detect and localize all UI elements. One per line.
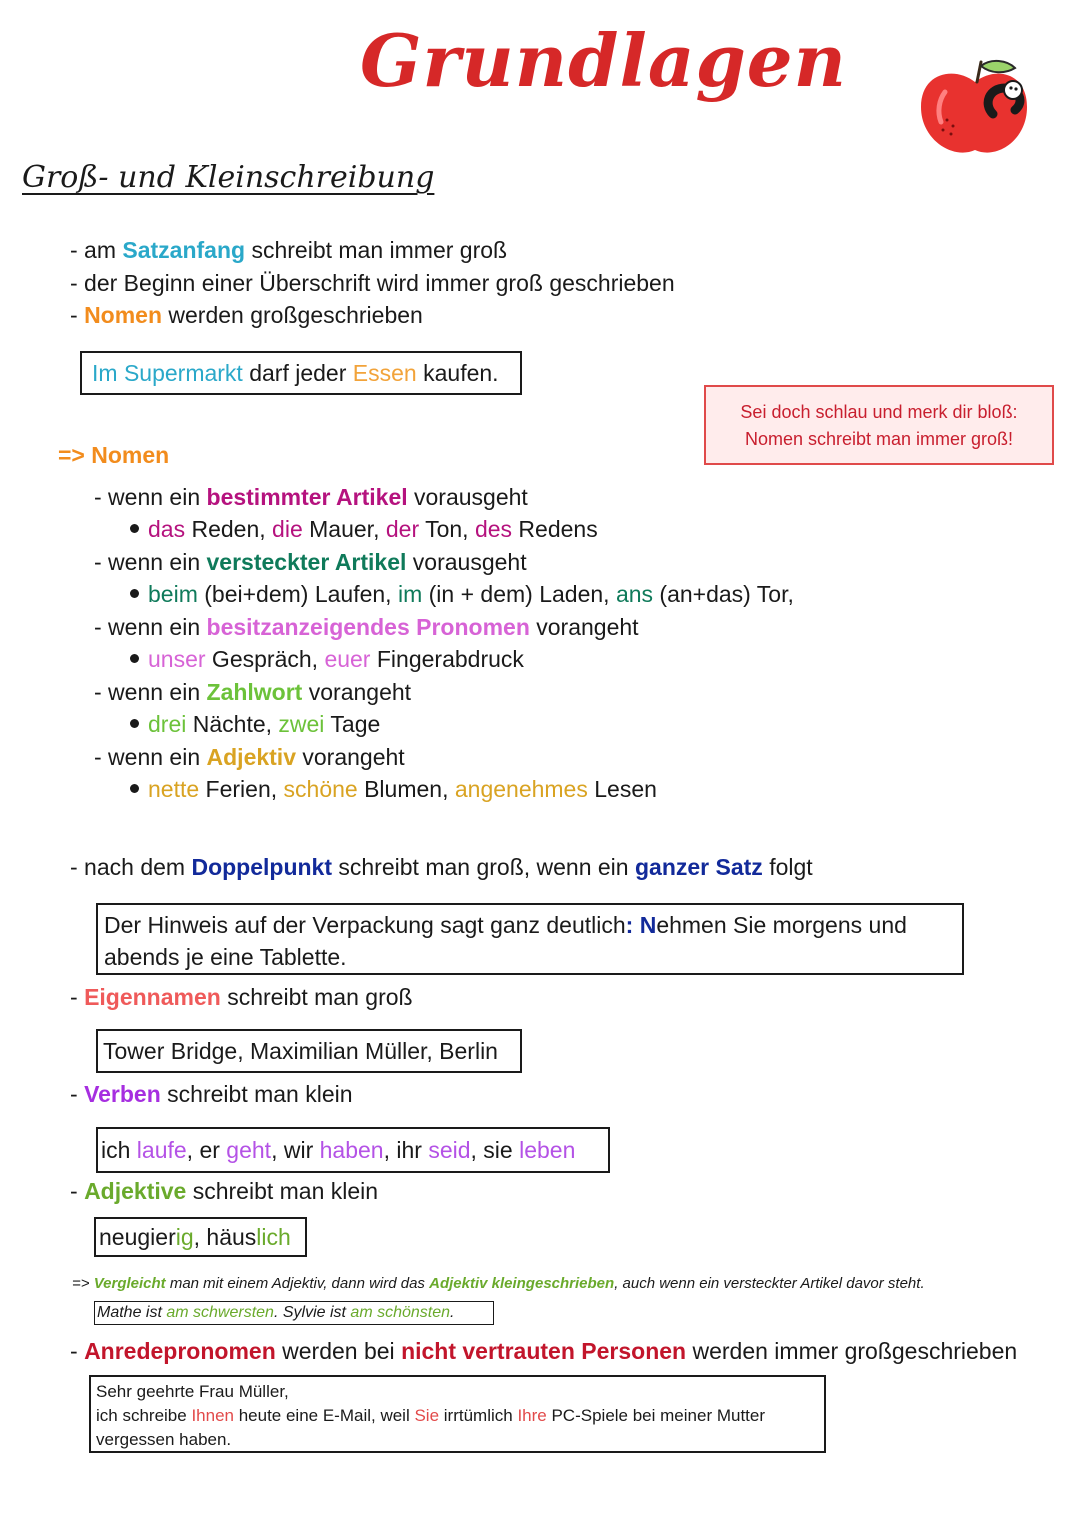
bullet-icon [130, 524, 139, 533]
rule-besitzanzeigendes-pronomen: - wenn ein besitzanzeigendes Pronomen vorangeht [94, 614, 639, 640]
keyword: versteckter Artikel [206, 549, 407, 575]
keyword: nicht vertrauten Personen [401, 1338, 687, 1364]
rule-anredepronomen: - Anredepronomen werden bei nicht vertrauten Personen werden immer großgeschrieben [70, 1338, 1018, 1364]
example-box: Der Hinweis auf der Verpackung sagt ganz deutlich: Nehmen Sie morgens und abends je eine Tablette. [96, 903, 964, 975]
rule-eigennamen: - Eigennamen schreibt man groß [70, 984, 413, 1010]
rule-ueberschrift: - der Beginn einer Überschrift wird immer groß geschrieben [70, 270, 675, 296]
rule-nomen: - Nomen werden großgeschrieben [70, 302, 423, 328]
keyword: Anredepronomen [84, 1338, 276, 1364]
example-box: ich laufe, er geht, wir haben, ihr seid, sie leben [96, 1127, 610, 1173]
letter-example-box: Sehr geehrte Frau Müller, ich schreibe Ihnen heute eine E-Mail, weil Sie irrtümlich Ihre PC-Spiele bei meiner Mutter vergessen haben. [89, 1375, 826, 1453]
example-box: Tower Bridge, Maximilian Müller, Berlin [96, 1029, 522, 1073]
rule-bestimmter-artikel: - wenn ein bestimmter Artikel vorausgeht [94, 484, 528, 510]
rule-doppelpunkt: - nach dem Doppelpunkt schreibt man groß, wenn ein ganzer Satz folgt [70, 854, 813, 880]
tip-box: Sei doch schlau und merk dir bloß: Nomen schreibt man immer groß! [704, 385, 1054, 465]
rule-adjektive: - Adjektive schreibt man klein [70, 1178, 379, 1204]
keyword: Zahlwort [206, 679, 303, 705]
keyword: Eigennamen [84, 984, 221, 1010]
example-line: beim (bei+dem) Laufen, im (in + dem) Laden, ans (an+das) Tor, [130, 579, 794, 609]
example-box: Im Supermarkt darf jeder Essen kaufen. [80, 351, 522, 395]
example-line: nette Ferien, schöne Blumen, angenehmes Lesen [130, 774, 657, 804]
example-box: Mathe ist am schwersten. Sylvie ist am schönsten. [94, 1301, 494, 1325]
keyword: Satzanfang [122, 237, 246, 263]
comparison-note: => Vergleicht man mit einem Adjektiv, dann wird das Adjektiv kleingeschrieben, auch wenn ein versteckter Artikel davor steht. [72, 1275, 925, 1292]
rule-versteckter-artikel: - wenn ein versteckter Artikel vorausgeht [94, 549, 527, 575]
keyword: Adjektive [84, 1178, 187, 1204]
keyword: Vergleicht [93, 1275, 166, 1292]
keyword: besitzanzeigendes Pronomen [206, 614, 530, 640]
keyword: Nomen [84, 302, 163, 328]
keyword: Verben [84, 1081, 161, 1107]
keyword: Adjektiv [206, 744, 296, 770]
example-line: drei Nächte, zwei Tage [130, 709, 380, 739]
bullet-icon [130, 719, 139, 728]
rule-satzanfang: - am Satzanfang schreibt man immer groß [70, 237, 508, 263]
keyword: bestimmter Artikel [206, 484, 408, 510]
example-box: neugierig, häuslich [94, 1217, 307, 1257]
keyword: Doppelpunkt [191, 854, 332, 880]
keyword: Adjektiv kleingeschrieben [429, 1275, 615, 1292]
bullet-icon [130, 589, 139, 598]
bullet-icon [130, 654, 139, 663]
bullet-icon [130, 784, 139, 793]
rule-zahlwort: - wenn ein Zahlwort vorangeht [94, 679, 412, 705]
rule-verben: - Verben schreibt man klein [70, 1081, 353, 1107]
example-line: das Reden, die Mauer, der Ton, des Redens [130, 514, 598, 544]
example-line: unser Gespräch, euer Fingerabdruck [130, 644, 524, 674]
apple-worm-icon [915, 52, 1035, 162]
rule-adjektiv: - wenn ein Adjektiv vorangeht [94, 744, 405, 770]
keyword: ganzer Satz [634, 854, 763, 880]
page-title: Grundlagen [360, 18, 847, 103]
nomen-heading: => Nomen [58, 442, 170, 468]
section-heading: Groß- und Kleinschreibung [22, 160, 435, 195]
